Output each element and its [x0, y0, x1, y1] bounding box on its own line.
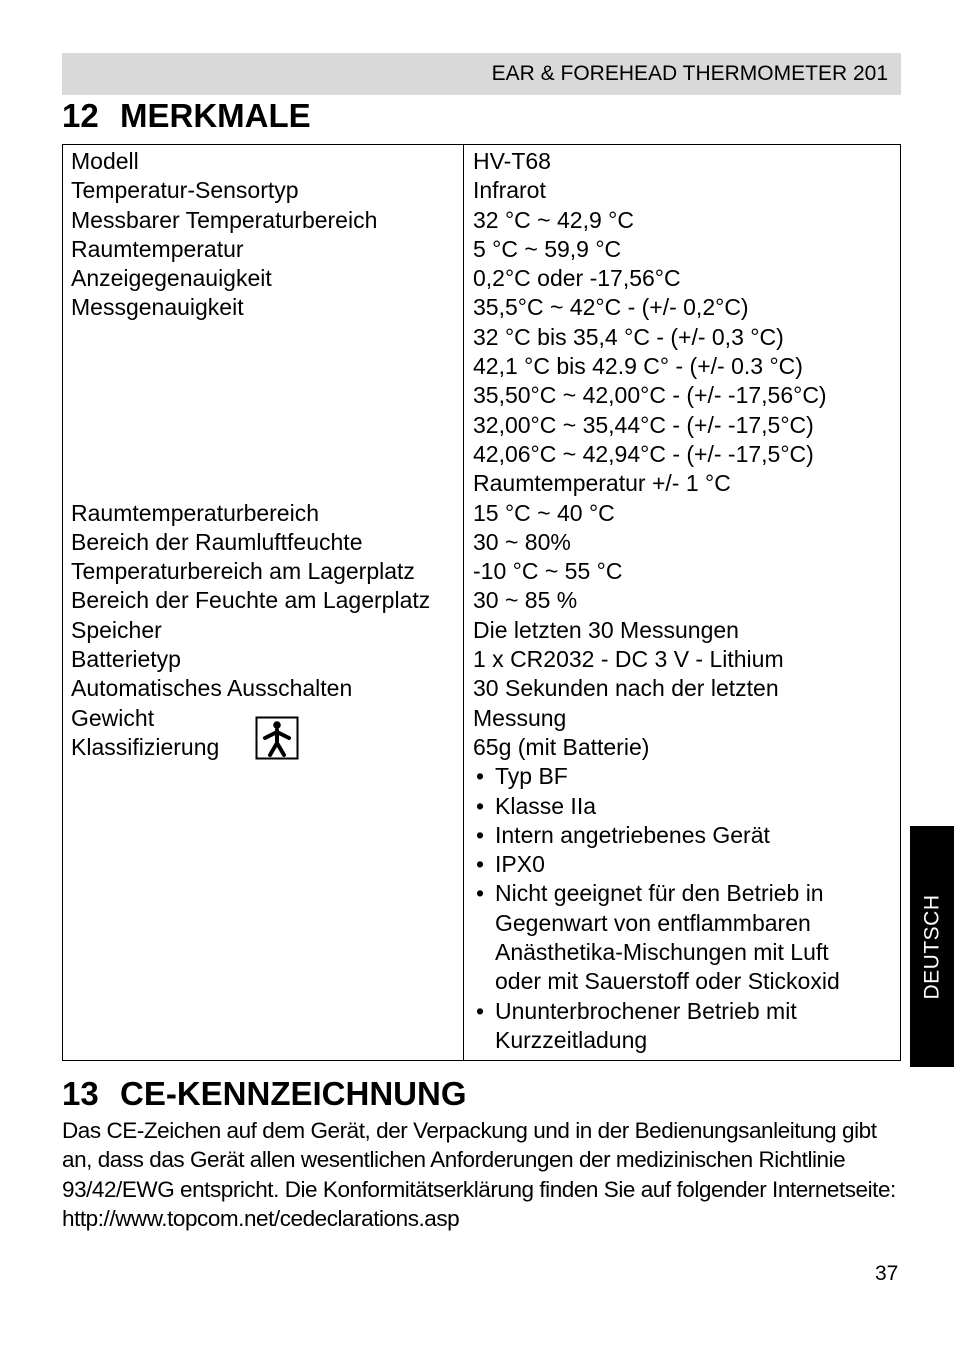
spec-label: Gewicht — [71, 704, 155, 731]
spec-label: Batterietyp — [71, 646, 181, 673]
spec-value: 35,50°C ~ 42,00°C - (+/- -17,56°C) — [473, 382, 827, 409]
header-title: EAR & FOREHEAD THERMOMETER 201 — [491, 62, 888, 85]
section-title-ce-kennzeichnung — [62, 1075, 467, 1113]
spec-value: 1 x CR2032 - DC 3 V - Lithium — [473, 646, 784, 673]
spec-value: 30 ~ 85 % — [473, 587, 578, 614]
spec-value: 5 °C ~ 59,9 °C — [473, 235, 622, 262]
spec-value: 65g (mit Batterie) — [473, 733, 650, 760]
classification-row — [71, 733, 463, 762]
classification-item: • Ununterbrochener Betrieb mit Kurzzeitladung — [473, 997, 835, 1056]
spec-value: -10 °C ~ 55 °C — [473, 558, 623, 585]
spec-value: Die letzten 30 Messungen — [473, 616, 739, 643]
spec-value: 35,5°C ~ 42°C - (+/- 0,2°C) — [473, 294, 749, 321]
spec-label: Modell — [71, 148, 139, 174]
spec-value: 30 ~ 80% — [473, 528, 571, 555]
spec-value: Infrarot — [473, 177, 546, 204]
spec-value: Raumtemperatur +/- 1 °C — [473, 470, 731, 497]
spec-value: 15 °C ~ 40 °C — [473, 499, 615, 526]
spec-label: Bereich der Feuchte am Lagerplatz — [71, 587, 431, 614]
ce-paragraph: Das CE-Zeichen auf dem Gerät, der Verpackung und in der Bedienungsanleitung gibt an, dass das Gerät allen wesentlichen Anforderungen der medizinischen Richtlinie 93/42/EWG entspricht. Die Konformitätserklärung finden Sie auf folgender Internetseite: http://www.topcom.net/cedeclarations.asp — [62, 1118, 896, 1232]
spec-label: Messbarer Temperaturbereich — [71, 206, 378, 233]
spec-value: 0,2°C oder -17,56°C — [473, 265, 681, 292]
spec-value-column — [464, 145, 900, 1060]
spec-value: 32,00°C ~ 35,44°C - (+/- -17,5°C) — [473, 411, 814, 438]
spec-label: Raumtemperaturbereich — [71, 499, 320, 526]
spec-label: Bereich der Raumluftfeuchte — [71, 528, 363, 555]
section-heading: MERKMALE — [120, 97, 311, 134]
language-tab-label: DEUTSCH — [920, 893, 944, 1000]
section-number: 13 — [62, 1075, 99, 1112]
language-tab — [910, 826, 954, 1067]
spec-spacer — [71, 323, 463, 499]
type-bf-applied-part-icon — [255, 716, 299, 760]
spec-label-column — [63, 145, 464, 1060]
spec-label: Raumtemperatur — [71, 235, 244, 262]
classification-item: • IPX0 — [473, 850, 900, 879]
classification-item: • Typ BF — [473, 762, 900, 791]
spec-label: Automatisches Ausschalten — [71, 675, 353, 702]
spec-value: 32 °C ~ 42,9 °C — [473, 206, 634, 233]
specification-table — [62, 144, 901, 1061]
spec-value: 30 Sekunden nach der letzten — [473, 675, 779, 702]
classification-item: • Klasse IIa — [473, 792, 900, 821]
spec-label: Speicher — [71, 616, 162, 643]
classification-item: • Nicht geeignet für den Betrieb in Gegenwart von entflammbaren Anästhetika-Mischungen mit Luft oder mit Sauerstoff oder Stickoxid — [473, 879, 873, 996]
page-number: 37 — [875, 1262, 899, 1285]
spec-label: Temperaturbereich am Lagerplatz — [71, 558, 415, 585]
spec-label: Messgenauigkeit — [71, 294, 244, 321]
spec-label: Klassifizierung — [71, 733, 220, 760]
running-header — [62, 53, 901, 95]
spec-value: 32 °C bis 35,4 °C - (+/- 0,3 °C) — [473, 323, 784, 350]
spec-value: Messung — [473, 704, 567, 731]
spec-label: Anzeigegenauigkeit — [71, 265, 272, 292]
spec-value: 42,1 °C bis 42.9 C° - (+/- 0.3 °C) — [473, 353, 803, 380]
classification-item: • Intern angetriebenes Gerät — [473, 821, 900, 850]
classification-list — [473, 762, 900, 1055]
spec-value: HV-T68 — [473, 148, 551, 174]
section-heading: CE-KENNZEICHNUNG — [120, 1075, 467, 1112]
section-title-merkmale — [62, 97, 311, 135]
spec-label: Temperatur-Sensortyp — [71, 177, 299, 204]
section-number: 12 — [62, 97, 99, 134]
spec-value: 42,06°C ~ 42,94°C - (+/- -17,5°C) — [473, 440, 814, 467]
